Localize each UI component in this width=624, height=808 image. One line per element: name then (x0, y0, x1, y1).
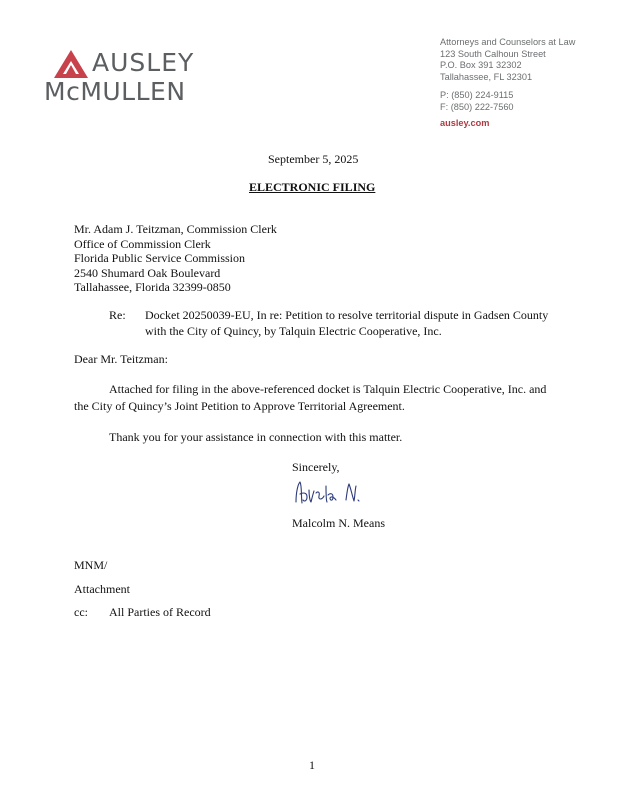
recipient-line: Tallahassee, Florida 32399-0850 (74, 280, 231, 294)
body-line-2: the City of Quincy’s Joint Petition to Approve Territorial Agreement. (74, 399, 405, 413)
filing-heading: ELECTRONIC FILING (249, 180, 376, 194)
body-line-1: Attached for filing in the above-referenced docket is Talquin Electric Cooperative, Inc. and (109, 382, 547, 396)
salutation: Dear Mr. Teitzman: (74, 352, 168, 366)
firm-po-box: P.O. Box 391 32302 (440, 60, 522, 70)
firm-street: 123 South Calhoun Street (440, 48, 546, 59)
firm-fax: F: (850) 222-7560 (440, 101, 514, 112)
re-label: Re: (109, 308, 126, 322)
cc-recipients: All Parties of Record (109, 605, 211, 619)
thanks-line: Thank you for your assistance in connection with this matter. (109, 430, 403, 444)
recipient-address (74, 222, 277, 295)
recipient-line: Office of Commission Clerk (74, 236, 211, 251)
recipient-line: Mr. Adam J. Teitzman, Commission Clerk (74, 222, 277, 236)
firm-contact-block (440, 37, 575, 130)
handwritten-signature (290, 476, 370, 510)
re-subject-line-1: Docket 20250039-EU, In re: Petition to resolve territorial dispute in Gadsen County (145, 308, 549, 322)
firm-logo (42, 46, 212, 110)
page-number: 1 (309, 758, 315, 772)
attachment-note: Attachment (74, 582, 130, 596)
firm-city: Tallahassee, FL 32301 (440, 71, 533, 82)
firm-phone: P: (850) 224-9115 (440, 90, 514, 100)
spacer (440, 83, 575, 90)
recipient-line: 2540 Shumard Oak Boulevard (74, 265, 221, 280)
logo-text-ausley: AUSLEY (92, 48, 195, 77)
closing: Sincerely, (292, 460, 340, 474)
cc-label: cc: (74, 605, 88, 619)
re-subject-line-2: with the City of Quincy, by Talquin Electric Cooperative, Inc. (145, 324, 442, 338)
letter-date: September 5, 2025 (268, 152, 359, 166)
logo-text-mcmullen: McMULLEN (44, 77, 186, 106)
logo-mark-icon (54, 50, 88, 78)
firm-website-link[interactable]: ausley.com (440, 118, 490, 128)
typist-initials: MNM/ (74, 558, 108, 572)
recipient-line: Florida Public Service Commission (74, 251, 245, 265)
firm-tagline: Attorneys and Counselors at Law (440, 37, 576, 47)
signer-name: Malcolm N. Means (292, 516, 385, 530)
